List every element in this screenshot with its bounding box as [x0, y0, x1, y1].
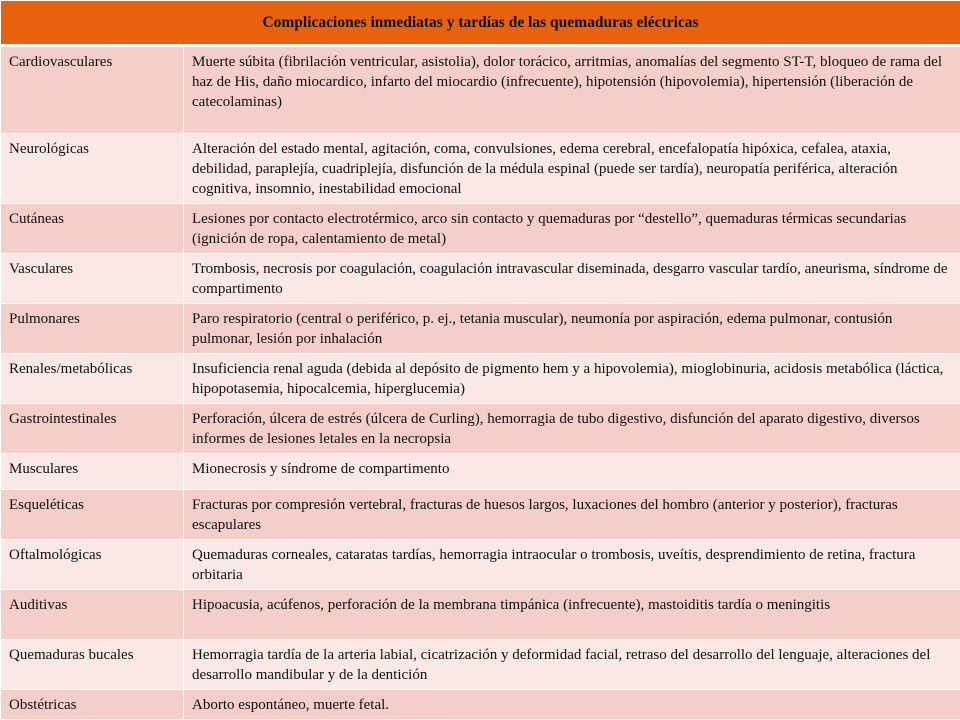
row-details: Paro respiratorio (central o periférico, p. ej., tetania muscular), neumonía por aspiración, edema pulmonar, contusión pulmonar, lesión por inhalación	[184, 304, 960, 354]
table-row	[1, 304, 960, 354]
table-row	[1, 204, 960, 254]
row-category: Oftalmológicas	[1, 540, 184, 590]
row-details: Aborto espontáneo, muerte fetal.	[184, 690, 960, 720]
table-row	[1, 354, 960, 404]
row-details: Hemorragia tardía de la arteria labial, cicatrización y deformidad facial, retraso del desarrollo del lenguaje, alteraciones del desarrollo mandibular y de la dentición	[184, 640, 960, 690]
table-row	[1, 46, 960, 134]
row-details: Mionecrosis y síndrome de compartimento	[184, 454, 960, 490]
row-details: Muerte súbita (fibrilación ventricular, asistolia), dolor torácico, arritmias, anomalías del segmento ST-T, bloqueo de rama del haz de His, daño miocardico, infarto del miocardio (infrecuente), hipotensión (hipovolemia), hipertensión (liberación de catecolaminas)	[184, 46, 960, 134]
table-row	[1, 540, 960, 590]
table-title: Complicaciones inmediatas y tardías de las quemaduras eléctricas	[1, 1, 960, 46]
row-category: Esqueléticas	[1, 490, 184, 540]
row-category: Cutáneas	[1, 204, 184, 254]
row-category: Renales/metabólicas	[1, 354, 184, 404]
table-row	[1, 254, 960, 304]
row-details: Fracturas por compresión vertebral, fracturas de huesos largos, luxaciones del hombro (anterior y posterior), fracturas escapulares	[184, 490, 960, 540]
table-row	[1, 590, 960, 640]
row-category: Vasculares	[1, 254, 184, 304]
row-category: Quemaduras bucales	[1, 640, 184, 690]
table-row	[1, 490, 960, 540]
row-details: Alteración del estado mental, agitación, coma, convulsiones, edema cerebral, encefalopatía hipóxica, cefalea, ataxia, debilidad, paraplejía, cuadriplejía, disfunción de la médula espinal (puede ser tardía), neuropatía periférica, alteración cognitiva, insomnio, inestabilidad emocional	[184, 134, 960, 204]
table-row	[1, 640, 960, 690]
row-details: Quemaduras corneales, cataratas tardías, hemorragia intraocular o trombosis, uveítis, desprendimiento de retina, fractura orbitaria	[184, 540, 960, 590]
row-category: Obstétricas	[1, 690, 184, 720]
row-details: Lesiones por contacto electrotérmico, arco sin contacto y quemaduras por “destello”, quemaduras térmicas secundarias (ignición de ropa, calentamiento de metal)	[184, 204, 960, 254]
row-category: Cardiovasculares	[1, 46, 184, 134]
table-row	[1, 134, 960, 204]
row-category: Neurológicas	[1, 134, 184, 204]
table-row	[1, 454, 960, 490]
row-category: Musculares	[1, 454, 184, 490]
row-details: Trombosis, necrosis por coagulación, coagulación intravascular diseminada, desgarro vascular tardío, aneurisma, síndrome de compartimento	[184, 254, 960, 304]
row-category: Pulmonares	[1, 304, 184, 354]
row-category: Gastrointestinales	[1, 404, 184, 454]
table-row	[1, 404, 960, 454]
row-details: Perforación, úlcera de estrés (úlcera de Curling), hemorragia de tubo digestivo, disfunción del aparato digestivo, diversos informes de lesiones letales en la necropsia	[184, 404, 960, 454]
row-category: Auditivas	[1, 590, 184, 640]
table-header-row	[1, 1, 960, 46]
row-details: Hipoacusia, acúfenos, perforación de la membrana timpánica (infrecuente), mastoiditis tardía o meningitis	[184, 590, 960, 640]
table-row	[1, 690, 960, 720]
row-details: Insuficiencia renal aguda (debida al depósito de pigmento hem y a hipovolemia), mioglobinuria, acidosis metabólica (láctica, hipopotasemia, hipocalcemia, hiperglucemia)	[184, 354, 960, 404]
